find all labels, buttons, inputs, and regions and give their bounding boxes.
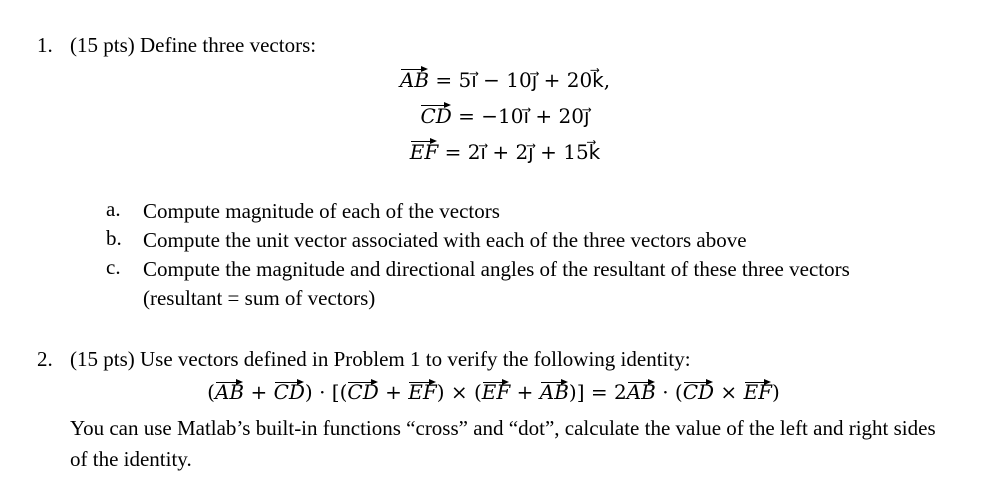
identity-vector-ab: AB bbox=[215, 375, 244, 409]
problem-1-subparts bbox=[106, 197, 883, 313]
identity-vector-ab: AB bbox=[627, 375, 656, 409]
equation-ab bbox=[340, 62, 670, 98]
subpart-b-text: Compute the unit vector associated with each of the three vectors above bbox=[143, 228, 747, 252]
problem-2-number: 2. bbox=[37, 347, 53, 371]
subpart-b-letter: b. bbox=[106, 226, 122, 250]
equation-cd-rhs: = −10ı⃗ + 20ȷ⃗ bbox=[451, 104, 590, 128]
subpart-a bbox=[106, 197, 883, 226]
identity-part: )] = 2 bbox=[568, 380, 627, 404]
identity-part: + bbox=[244, 380, 274, 404]
subpart-c bbox=[106, 255, 883, 313]
problem-1-heading bbox=[37, 33, 316, 58]
identity-part: + bbox=[510, 380, 540, 404]
identity-part: ) · [( bbox=[304, 380, 348, 404]
identity-vector-ef: EF bbox=[482, 375, 510, 409]
vector-ef: EF bbox=[410, 134, 438, 170]
identity-part: ) × ( bbox=[436, 380, 482, 404]
identity-vector-cd: CD bbox=[274, 375, 305, 409]
identity-part: ( bbox=[207, 380, 215, 404]
identity-vector-ab: AB bbox=[540, 375, 569, 409]
equation-ef bbox=[340, 134, 670, 170]
equation-ef-rhs: = 2ı⃗ + 2ȷ⃗ + 15k⃗ bbox=[438, 140, 601, 164]
identity-vector-cd: CD bbox=[347, 375, 378, 409]
problem-2-heading-text: (15 pts) Use vectors defined in Problem 1 to verify the following identity: bbox=[70, 347, 691, 371]
identity-part: × bbox=[714, 380, 744, 404]
identity-part: ) bbox=[772, 380, 780, 404]
subpart-a-letter: a. bbox=[106, 197, 121, 221]
vector-ab: AB bbox=[400, 62, 429, 98]
identity-vector-ef: EF bbox=[744, 375, 772, 409]
subpart-c-text: Compute the magnitude and directional angles of the resultant of these three vectors (resultant = sum of vectors) bbox=[143, 257, 850, 310]
subpart-c-letter: c. bbox=[106, 255, 121, 279]
equation-ab-rhs: = 5ı⃗ − 10ȷ⃗ + 20k⃗, bbox=[429, 68, 611, 92]
vector-definitions bbox=[340, 62, 670, 170]
problem-1-heading-text: (15 pts) Define three vectors: bbox=[70, 33, 317, 57]
problem-2-body: You can use Matlab’s built-in functions “cross” and “dot”, calculate the value of the left and right sides of the identity. bbox=[70, 416, 936, 471]
equation-cd bbox=[340, 98, 670, 134]
identity-part: + bbox=[378, 380, 409, 404]
identity-vector-ef: EF bbox=[408, 375, 436, 409]
identity-vector-cd: CD bbox=[683, 375, 714, 409]
problem-2-heading bbox=[37, 347, 691, 372]
vector-cd: CD bbox=[420, 98, 451, 134]
subpart-b bbox=[106, 226, 883, 255]
problem-1-number: 1. bbox=[37, 33, 53, 57]
vector-identity bbox=[0, 375, 987, 409]
identity-part: · ( bbox=[655, 380, 683, 404]
subpart-a-text: Compute magnitude of each of the vectors bbox=[143, 199, 500, 223]
